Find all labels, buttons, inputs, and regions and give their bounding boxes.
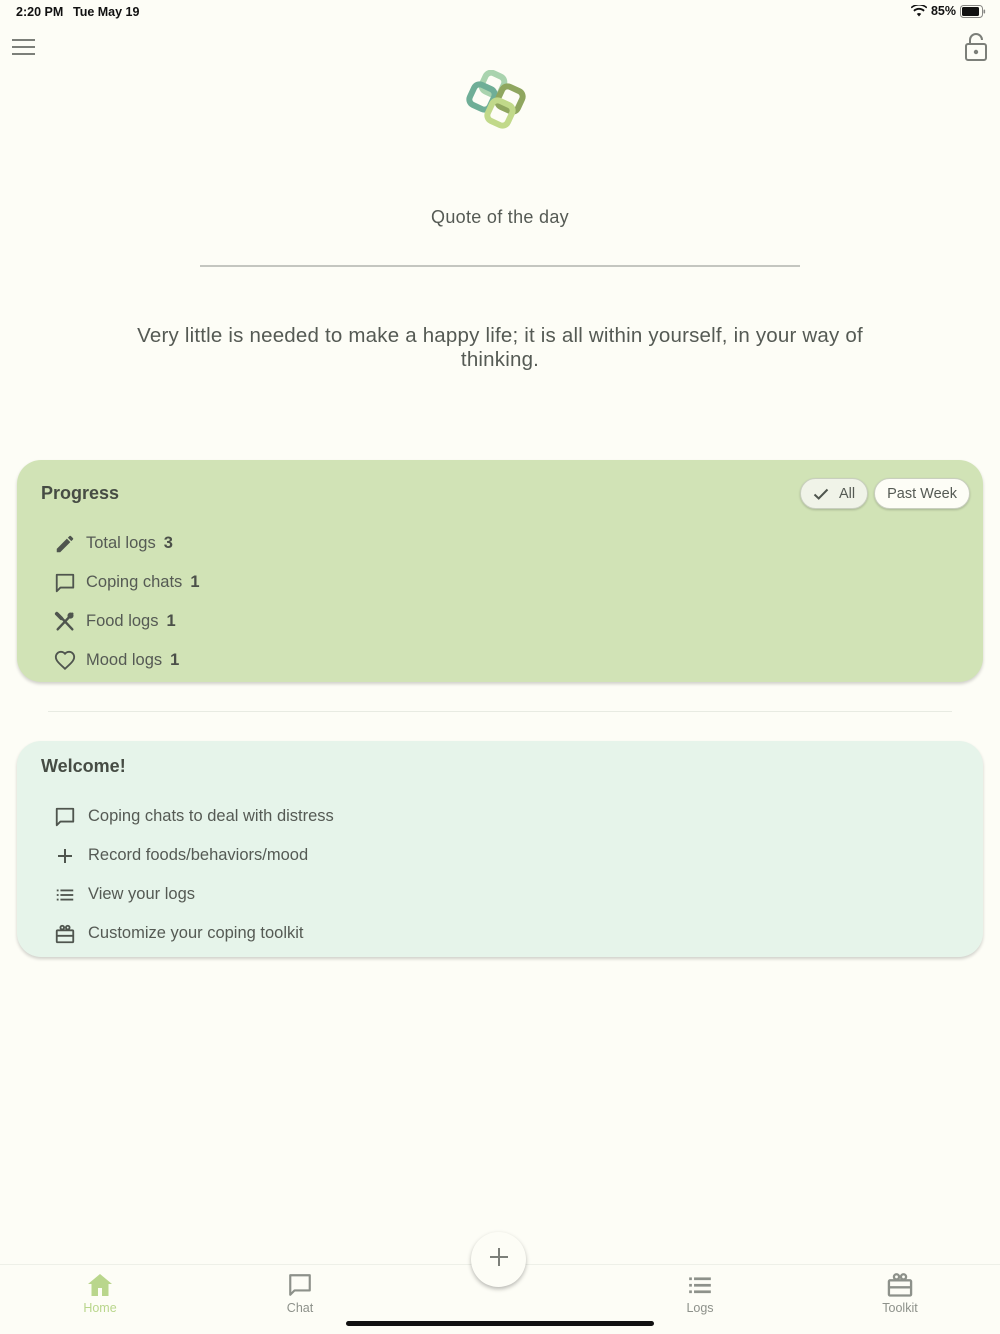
list-icon	[53, 883, 77, 907]
chat-bubble-icon	[287, 1269, 313, 1301]
stat-count: 1	[166, 612, 176, 630]
chat-bubble-icon	[53, 571, 77, 595]
pencil-icon	[53, 532, 77, 556]
welcome-item-label: View your logs	[88, 885, 196, 903]
hamburger-menu-icon	[10, 46, 38, 63]
quote-text: Very little is needed to make a happy life; it is all within yourself, in your way of thinking.	[137, 324, 863, 371]
stat-food-logs	[53, 602, 200, 641]
status-time: 2:20 PM	[16, 5, 64, 19]
stat-label: Total logs	[86, 534, 156, 552]
chat-bubble-icon	[53, 805, 77, 829]
welcome-item-label: Customize your coping toolkit	[88, 924, 304, 942]
stat-label: Food logs	[86, 612, 159, 630]
status-date: Tue May 19	[73, 5, 140, 19]
stat-mood-logs	[53, 641, 200, 680]
plus-icon	[53, 844, 77, 868]
nav-label: Home	[83, 1301, 117, 1315]
welcome-item-toolkit[interactable]	[53, 914, 334, 953]
progress-filter-chips	[800, 478, 970, 509]
add-log-button[interactable]	[471, 1232, 526, 1287]
nav-label: Toolkit	[882, 1301, 918, 1315]
stat-coping-chats	[53, 563, 200, 602]
welcome-card	[17, 741, 983, 957]
progress-title: Progress	[41, 483, 120, 503]
nav-label: Logs	[686, 1301, 714, 1315]
progress-stat-list	[53, 524, 200, 680]
stat-count: 3	[163, 534, 173, 552]
wifi-icon	[911, 5, 927, 17]
check-icon	[813, 488, 829, 500]
toolkit-icon	[886, 1269, 914, 1301]
quote-heading: Quote of the day	[431, 207, 569, 227]
filter-chip-label: Past Week	[887, 485, 957, 502]
menu-button[interactable]	[10, 35, 38, 59]
filter-chip-all[interactable]	[800, 478, 868, 509]
stat-count: 1	[170, 651, 180, 669]
nav-item-logs[interactable]	[650, 1269, 750, 1315]
section-divider	[48, 711, 952, 712]
filter-chip-label: All	[839, 485, 856, 502]
list-icon	[686, 1269, 714, 1301]
heart-icon	[53, 649, 77, 673]
quote-divider	[200, 265, 800, 267]
nav-item-toolkit[interactable]	[850, 1269, 950, 1315]
stat-total-logs	[53, 524, 200, 563]
nav-label: Chat	[286, 1301, 314, 1315]
welcome-item-label: Coping chats to deal with distress	[88, 807, 334, 825]
nav-item-chat[interactable]	[250, 1269, 350, 1315]
status-bar	[0, 0, 1000, 24]
stat-label: Coping chats	[86, 573, 183, 591]
status-indicators	[911, 4, 986, 18]
lock-button[interactable]	[962, 32, 990, 62]
progress-card	[17, 460, 983, 682]
app-logo-icon	[465, 70, 533, 134]
home-indicator	[346, 1321, 654, 1326]
nav-item-home[interactable]	[50, 1269, 150, 1315]
lock-open-icon	[962, 49, 990, 66]
welcome-item-view-logs[interactable]	[53, 875, 334, 914]
utensils-icon	[53, 610, 77, 634]
welcome-list	[53, 797, 334, 953]
home-icon	[86, 1269, 114, 1301]
welcome-item-coping-chats[interactable]	[53, 797, 334, 836]
stat-label: Mood logs	[86, 651, 163, 669]
plus-icon	[487, 1245, 511, 1274]
welcome-title: Welcome!	[41, 756, 126, 776]
welcome-item-label: Record foods/behaviors/mood	[88, 846, 309, 864]
stat-count: 1	[190, 573, 200, 591]
welcome-item-record[interactable]	[53, 836, 334, 875]
battery-icon	[960, 5, 986, 18]
toolkit-icon	[53, 922, 77, 946]
battery-percent: 85%	[930, 4, 956, 18]
filter-chip-past-week[interactable]	[874, 478, 970, 509]
